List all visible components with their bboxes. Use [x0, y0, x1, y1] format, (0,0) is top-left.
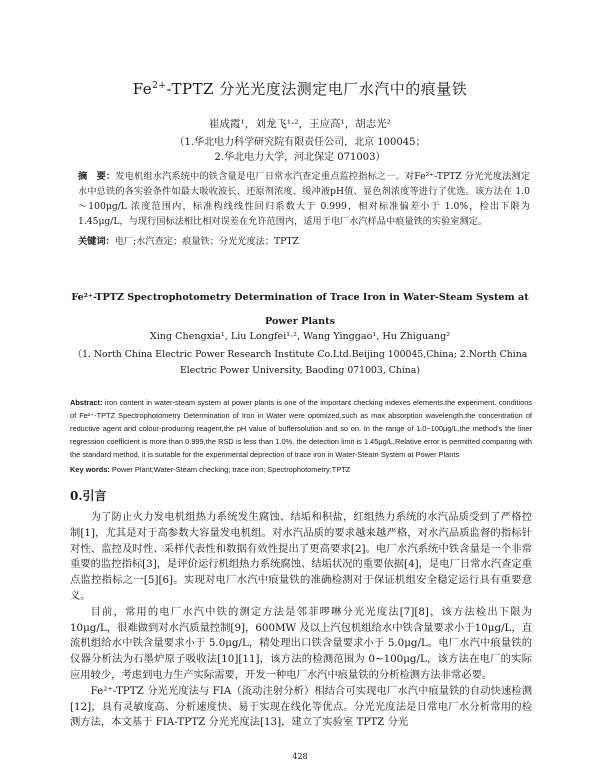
title-rest: -TPTZ 分光光度法测定电厂水汽中的痕量铁 — [166, 80, 468, 98]
body-text — [70, 510, 532, 731]
authors-en: Xing Chengxia¹, Liu Longfei¹·², Wang Yinggao¹, Hu Zhiguang² — [149, 331, 451, 342]
body-paragraph-2: 目前，常用的电厂水汽中铁的测定方法是邻菲啰啉分光光度法[7][8]，该方法检出下限为 10μg/L，很难做到对水汽质量控制[9]，600MW 及以上汽包机组给水中铁含量要求小于10μg/L，直流机组给水中铁含量要求小于 5.0μg/L，精处理出口铁含量要求小于 5.0μg/L。电厂水汽中痕量铁的仪器分析法为石墨炉原子吸收法[10][11]，该方法的检测范围为 0~100μg/L，该方法在电厂的实际应用较少，考虑到电力生产实际需要，开发一种电厂水汽中痕量铁的分析检测方法非常必要。 — [70, 605, 532, 681]
body-paragraph-3: Fe²⁺-TPTZ 分光光度法与 FIA（流动注射分析）相结合可实现电厂水汽中痕量铁的自动快速检测[12]，具有灵敏度高、分析速度快、易于实现在线化等优点。分光光度法是日常电厂水分析常用的检测方法，本文基于 FIA-TPTZ 分光光度法[13]，建立了实验室 TPTZ 分光 — [70, 684, 532, 729]
affiliation-en-1: （1. North China Electric Power Research Institute Co.Ltd.Beijing 100045,China; 2.North China — [72, 349, 528, 360]
paper-title-cn — [0, 78, 600, 99]
authors-cn: 崔成霞¹，刘龙飞¹·²，王应高¹，胡志光² — [209, 118, 391, 130]
keywords-en-label: Key words: — [70, 465, 110, 474]
page-number: 428 — [292, 752, 308, 761]
affiliation-cn-2: 2.华北电力大学，河北保定 071003） — [214, 152, 386, 163]
abstract-en-text: iron content in water-steam system at power plants is one of the important checking indexes elements.the experiment. conditions of Fe²⁺-TPTZ Spectrophotometry Determination of Iron in Water were optimized,such as max absorption wavelength,the concentration of reductive agent and colour-producing reagent,the pH value of buffersolution and so on. In the range of 1.0~100μg/L,the method's the liner regression coefficient is more than 0.999,the RSD is less than 1.0%. the detection limit is 1.45μg/L,Relative error is permitted comparing with the standard method, it is suitable for the experimental deprection of trace iron in Water-Steam System at Power Plants — [70, 398, 532, 459]
keywords-en-text: Power Plant;Water-Steam checking; trace iron; Spectrophotometry;TPTZ — [111, 465, 351, 474]
affiliation-en-2: Electric Power University, Baoding 071003, China) — [180, 365, 420, 376]
abstract-cn-text: 发电机组水汽系统中的铁含量是电厂日常水汽查定重点监控指标之一。对Fe²⁺-TPTZ 分光光度法测定水中总铁的各实验条件如最大吸收波长、还原剂浓度、缓冲液pH值、显色剂浓度等进行了优选。该方法在 1.0～100μg/L 浓度范围内，标准构线线性回归系数大于 0.999，相对标准偏差小于 1.0%，检出下限为 1.45μg/L，与现行国标法相比相对误差在允许范围内，适用于电厂水汽样品中痕量铁的实验室测定。 — [78, 171, 531, 227]
keywords-en — [70, 465, 532, 474]
keywords-cn-label: 关键词： — [78, 236, 115, 247]
title-superscript: 2+ — [152, 81, 167, 91]
keywords-cn — [78, 233, 530, 247]
abstract-cn-label: 摘 要： — [78, 171, 116, 182]
abstract-en-label: Abstract: — [70, 398, 103, 407]
paper-title-en: Fe²⁺-TPTZ Spectrophotometry Determination of Trace Iron in Water-Steam System at Power Plants — [71, 292, 529, 327]
body-paragraph-1: 为了防止火力发电机组热力系统发生腐蚀、结垢和积盐，红组热力系统的水汽品质受到了严格控制[1]，尤其是对于高参数大容量发电机组。对水汽品质的要求越来越严格，对水汽品质监督的指标针对性、监控及时性、采样代表性和数据有效性提出了更高要求[2]。电厂水汽系统中铁含量是一个非常重要的监控指标[3]，是评价运行机组热力系统腐蚀、结垢状况的重要依据[4]，是电厂日常水汽查定重点监控指标之一[5][6]。实现对电厂水汽中痕量铁的准确检测对于保证机组安全稳定运行具有重要意义。 — [70, 511, 532, 602]
abstract-en — [70, 396, 532, 461]
affiliation-cn-1: （1.华北电力科学研究院有限责任公司，北京 100045； — [174, 137, 426, 148]
section-heading: 0.引言 — [70, 489, 107, 503]
title-prefix: Fe — [132, 80, 153, 98]
keywords-cn-text: 电厂;水汽查定；痕量铁；分光光度法；TPTZ — [114, 236, 299, 247]
abstract-cn — [78, 169, 530, 229]
